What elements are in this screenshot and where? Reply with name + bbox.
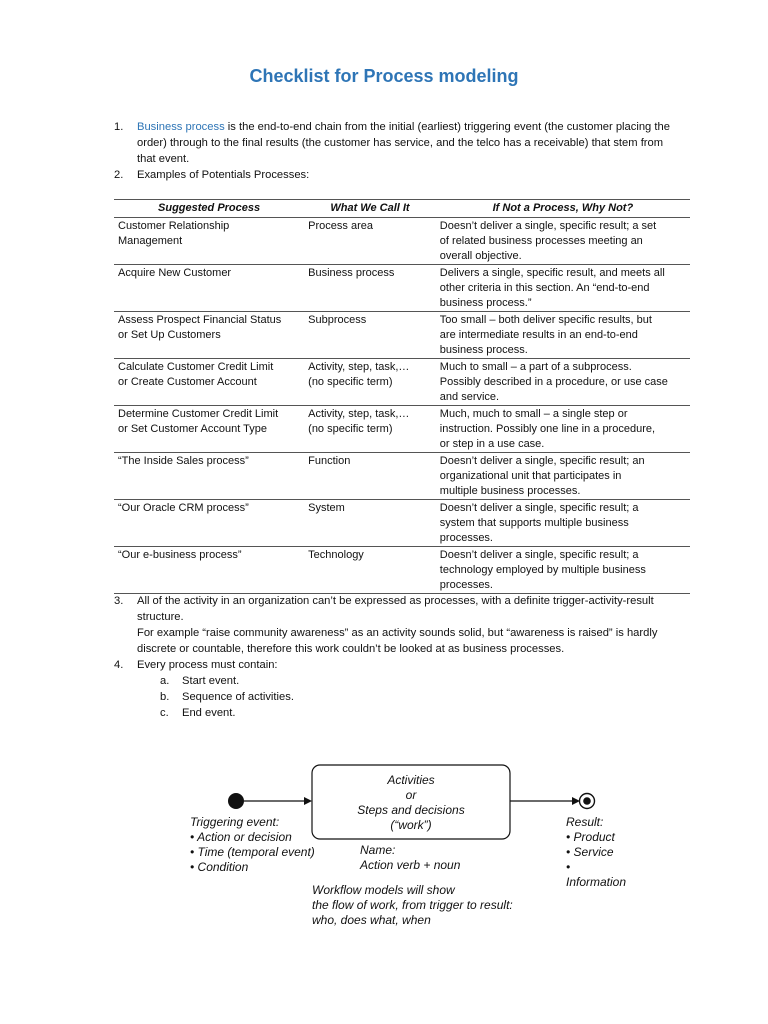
result-item-3: • Information bbox=[566, 860, 627, 889]
why-cell-line: business process. bbox=[439, 344, 528, 356]
call-cell-line: Process area bbox=[308, 220, 373, 232]
call-cell-line: Function bbox=[308, 455, 351, 467]
name-title: Name: bbox=[360, 843, 396, 857]
table-row bbox=[114, 265, 690, 312]
list-number-3: 3. bbox=[114, 595, 124, 607]
why-cell-line: overall objective. bbox=[439, 250, 522, 262]
caption-line-3: who, does what, when bbox=[312, 913, 431, 927]
why-cell-line: Much, much to small – a single step or bbox=[439, 408, 628, 420]
process-cell-line: or Set Up Customers bbox=[118, 329, 221, 341]
process-cell bbox=[114, 359, 304, 406]
process-cell-line: or Set Customer Account Type bbox=[118, 423, 267, 435]
document-title: Checklist for Process modeling bbox=[249, 66, 519, 86]
list-number-2: 2. bbox=[114, 169, 124, 181]
process-cell-line: Customer Relationship bbox=[118, 220, 230, 232]
process-cell-line: Management bbox=[118, 235, 183, 247]
box-line-4: (“work”) bbox=[390, 818, 432, 832]
trigger-arrowhead-icon bbox=[304, 797, 312, 805]
item-3-line-4: discrete or countable, therefore this work couldn’t be looked at as business processes. bbox=[137, 643, 565, 655]
trigger-description bbox=[190, 815, 315, 875]
result-title: Result: bbox=[566, 815, 604, 829]
business-process-link[interactable]: Business process bbox=[137, 121, 225, 133]
call-cell-line: System bbox=[308, 502, 345, 514]
item-2-text: Examples of Potentials Processes: bbox=[137, 169, 310, 181]
call-cell bbox=[304, 218, 436, 265]
trigger-item-3: • Condition bbox=[190, 860, 249, 874]
process-cell bbox=[114, 453, 304, 500]
table-row bbox=[114, 547, 690, 594]
why-cell bbox=[436, 453, 690, 500]
subitem-a-text: Start event. bbox=[182, 675, 240, 687]
call-cell-line: (no specific term) bbox=[308, 423, 393, 435]
process-cell bbox=[114, 265, 304, 312]
process-cell-line: Determine Customer Credit Limit bbox=[118, 408, 279, 420]
item-3-line-1: All of the activity in an organization can’t be expressed as processes, with a definite trigger-activity-result bbox=[137, 595, 654, 607]
why-cell-line: instruction. Possibly one line in a procedure, bbox=[439, 423, 656, 435]
trigger-title: Triggering event: bbox=[190, 815, 280, 829]
name-description bbox=[360, 843, 460, 873]
call-cell bbox=[304, 500, 436, 547]
why-cell-line: of related business processes meeting an bbox=[439, 235, 643, 247]
start-event-icon bbox=[228, 793, 244, 809]
table-header-row bbox=[114, 200, 690, 218]
process-cell-line: or Create Customer Account bbox=[118, 376, 257, 388]
process-cell bbox=[114, 218, 304, 265]
why-cell-line: processes. bbox=[439, 532, 493, 544]
call-cell-line: Business process bbox=[308, 267, 395, 279]
process-cell bbox=[114, 406, 304, 453]
call-cell-line: Technology bbox=[308, 549, 364, 561]
why-cell-line: organizational unit that participates in bbox=[439, 470, 622, 482]
why-cell-line: or step in a use case. bbox=[439, 438, 545, 450]
box-line-3: Steps and decisions bbox=[357, 803, 465, 817]
call-cell bbox=[304, 453, 436, 500]
table-row bbox=[114, 359, 690, 406]
item-3-line-2: structure. bbox=[137, 611, 184, 623]
why-cell bbox=[436, 218, 690, 265]
result-arrowhead-icon bbox=[572, 797, 580, 805]
item-1-line-2: order) through to the final results (the customer has service, and the telco has a receivable) that stem from bbox=[137, 137, 664, 149]
why-cell-line: Doesn’t deliver a single, specific result; a set bbox=[439, 220, 657, 232]
subitem-c-label: c. bbox=[160, 707, 169, 719]
call-cell-line: Subprocess bbox=[308, 314, 367, 326]
end-event-dot-icon bbox=[583, 797, 591, 805]
call-cell bbox=[304, 265, 436, 312]
process-cell-line: Assess Prospect Financial Status bbox=[118, 314, 282, 326]
process-cell-line: Acquire New Customer bbox=[118, 267, 232, 279]
process-cell-line: “Our e-business process” bbox=[118, 549, 242, 561]
why-cell-line: Possibly described in a procedure, or use case bbox=[439, 376, 668, 388]
process-cell bbox=[114, 312, 304, 359]
trigger-item-1: • Action or decision bbox=[190, 830, 292, 844]
table-row bbox=[114, 453, 690, 500]
why-cell-line: are intermediate results in an end-to-end bbox=[439, 329, 638, 341]
process-cell-line: Calculate Customer Credit Limit bbox=[118, 361, 274, 373]
why-cell bbox=[436, 312, 690, 359]
subitem-c-text: End event. bbox=[182, 707, 236, 719]
result-item-1: • Product bbox=[566, 830, 615, 844]
trigger-item-2: • Time (temporal event) bbox=[190, 845, 315, 859]
why-cell-line: Doesn’t deliver a single, specific result; a bbox=[439, 549, 639, 561]
why-cell-line: and service. bbox=[439, 391, 500, 403]
call-cell bbox=[304, 406, 436, 453]
result-description bbox=[566, 815, 626, 890]
why-cell-line: system that supports multiple business bbox=[439, 517, 629, 529]
why-cell-line: processes. bbox=[439, 579, 493, 591]
why-cell-line: other criteria in this section. An “end-to-end bbox=[439, 282, 650, 294]
activities-box-text bbox=[312, 773, 510, 833]
box-line-2: or bbox=[405, 788, 417, 802]
why-cell-line: Doesn’t deliver a single, specific result; a bbox=[439, 502, 639, 514]
table-row bbox=[114, 218, 690, 265]
why-cell-line: multiple business processes. bbox=[439, 485, 581, 497]
table-row bbox=[114, 312, 690, 359]
header-suggested-process: Suggested Process bbox=[114, 200, 304, 218]
why-cell-line: business process.” bbox=[439, 297, 532, 309]
subitem-b-label: b. bbox=[160, 691, 170, 703]
name-value: Action verb + noun bbox=[360, 858, 461, 872]
call-cell bbox=[304, 547, 436, 594]
list-number-4: 4. bbox=[114, 659, 124, 671]
result-item-2: • Service bbox=[566, 845, 614, 859]
item-4-text: Every process must contain: bbox=[137, 659, 278, 671]
why-cell-line: Much to small – a part of a subprocess. bbox=[439, 361, 632, 373]
why-cell-line: Too small – both deliver specific results, but bbox=[439, 314, 652, 326]
subitem-b-text: Sequence of activities. bbox=[182, 691, 294, 703]
process-cell-line: “Our Oracle CRM process” bbox=[118, 502, 249, 514]
box-line-1: Activities bbox=[387, 773, 435, 787]
why-cell bbox=[436, 265, 690, 312]
caption-line-2: the flow of work, from trigger to result: bbox=[312, 898, 513, 912]
process-cell bbox=[114, 500, 304, 547]
process-cell-line: “The Inside Sales process” bbox=[118, 455, 249, 467]
item-1-line-1-text: is the end-to-end chain from the initial (earliest) triggering event (the customer placing the bbox=[224, 121, 670, 133]
call-cell-line: Activity, step, task,… bbox=[308, 408, 410, 420]
call-cell bbox=[304, 359, 436, 406]
diagram-caption bbox=[312, 883, 513, 928]
call-cell bbox=[304, 312, 436, 359]
why-cell bbox=[436, 547, 690, 594]
why-cell-line: Doesn’t deliver a single, specific result; an bbox=[439, 455, 645, 467]
call-cell-line: (no specific term) bbox=[308, 376, 393, 388]
table-row bbox=[114, 500, 690, 547]
table-row bbox=[114, 406, 690, 453]
item-3-line-3: For example “raise community awareness” as an activity sounds solid, but “awareness is raised” is hardly bbox=[137, 627, 658, 639]
why-cell bbox=[436, 500, 690, 547]
workflow-diagram bbox=[180, 760, 627, 940]
list-number-1: 1. bbox=[114, 121, 124, 133]
why-cell-line: technology employed by multiple business bbox=[439, 564, 646, 576]
processes-table bbox=[114, 199, 690, 594]
subitem-a-label: a. bbox=[160, 675, 170, 687]
why-cell bbox=[436, 406, 690, 453]
caption-line-1: Workflow models will show bbox=[312, 883, 455, 897]
header-why-not: If Not a Process, Why Not? bbox=[436, 200, 690, 218]
item-1-line-3: that event. bbox=[137, 153, 190, 165]
item-1-line-1 bbox=[137, 119, 737, 135]
call-cell-line: Activity, step, task,… bbox=[308, 361, 410, 373]
process-cell bbox=[114, 547, 304, 594]
why-cell-line: Delivers a single, specific result, and meets all bbox=[439, 267, 665, 279]
header-what-we-call-it: What We Call It bbox=[304, 200, 436, 218]
why-cell bbox=[436, 359, 690, 406]
